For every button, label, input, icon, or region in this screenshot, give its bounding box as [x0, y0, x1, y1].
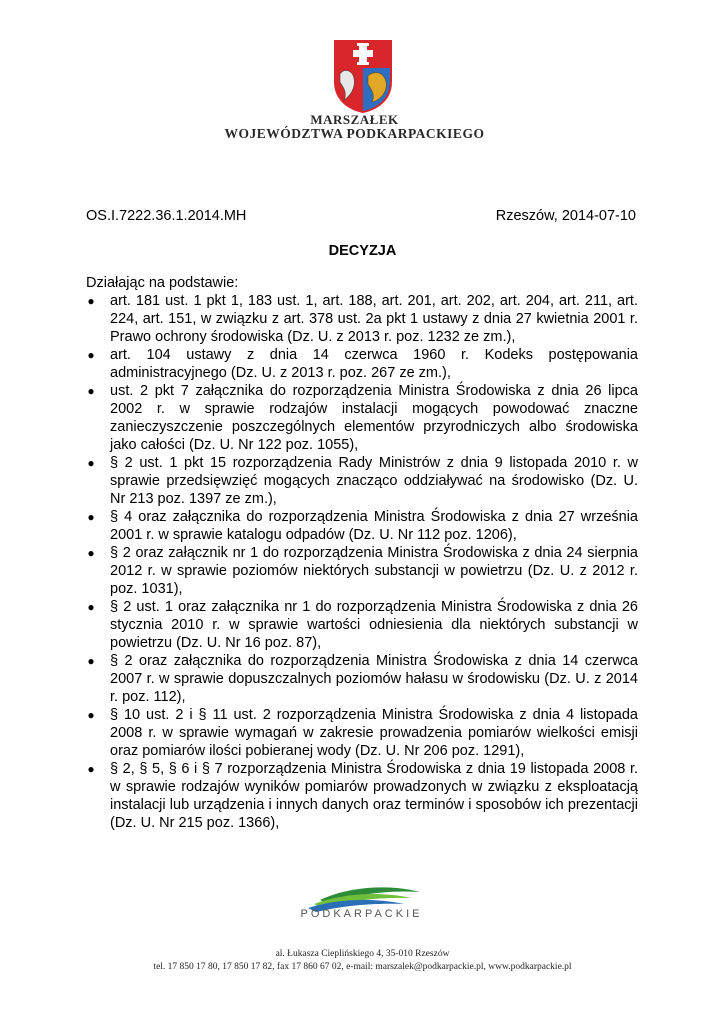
list-item: ● § 2, § 5, § 6 i § 7 rozporządzenia Ministra Środowiska z dnia 19 listopada 2008 r. w sprawie rodzajów wyników pomiarów prowadzonych w związku z eksploatacją instalacji lub urządzenia i innych danych oraz terminów i sposobów ich prezentacji (Dz. U. Nr 215 poz. 1366), — [87, 761, 638, 831]
list-item: ● § 2 ust. 1 oraz załącznika nr 1 do rozporządzenia Ministra Środowiska z dnia 26 stycznia 2010 r. w sprawie wartości odniesienia dla niektórych substancji w powietrzu (Dz. U. Nr 16 poz. 87), — [87, 599, 638, 651]
list-item: ● art. 181 ust. 1 pkt 1, 183 ust. 1, art. 188, art. 201, art. 202, art. 204, art. 211, art. 224, art. 151, w związku z art. 378 ust. 2a pkt 1 ustawy z dnia 27 kwietnia 2001 r. Prawo ochrony środowiska (Dz. U. z 2013 r. poz. 1232 ze zm.), — [87, 293, 638, 345]
bullet-icon: ● — [87, 762, 95, 776]
coat-of-arms-icon — [332, 38, 394, 114]
reference-number: OS.I.7222.36.1.2014.MH — [86, 208, 247, 224]
list-item: ● art. 104 ustawy z dnia 14 czerwca 1960 r. Kodeks postępowania administracyjnego (Dz. U. z 2013 r. poz. 267 ze zm.), — [87, 347, 638, 381]
bullet-icon: ● — [87, 348, 95, 362]
list-item: ● § 2 oraz załącznik nr 1 do rozporządzenia Ministra Środowiska z dnia 24 sierpnia 2012 r. w sprawie poziomów niektórych substancji w powietrzu (Dz. U. z 2012 r. poz. 1031), — [87, 545, 638, 597]
bullet-icon: ● — [87, 546, 95, 560]
list-item: ● ust. 2 pkt 7 załącznika do rozporządzenia Ministra Środowiska z dnia 26 lipca 2002 r. w sprawie rodzajów instalacji mogących powodować znaczne zanieczyszczenie poszczególnych elementów przyrodniczych albo środowiska jako całości (Dz. U. Nr 122 poz. 1055), — [87, 383, 638, 453]
footer-contact: tel. 17 850 17 80, 17 850 17 82, fax 17 860 67 02, e-mail: marszalek@podkarpackie.pl, www.podkarpackie.pl — [153, 962, 572, 972]
place-date: Rzeszów, 2014-07-10 — [495, 208, 636, 224]
bullet-icon: ● — [87, 654, 95, 668]
list-item: ● § 4 oraz załącznika do rozporządzenia Ministra Środowiska z dnia 27 września 2001 r. w sprawie katalogu odpadów (Dz. U. Nr 112 poz. 1206), — [87, 509, 638, 543]
intro-text: Działając na podstawie: — [86, 275, 239, 291]
header-title-line2: WOJEWÓDZTWA PODKARPACKIEGO — [224, 126, 485, 141]
legal-basis-list — [86, 292, 638, 832]
list-item: ● § 2 oraz załącznika do rozporządzenia Ministra Środowiska z dnia 14 czerwca 2007 r. w sprawie dopuszczalnych poziomów hałasu w środowisku (Dz. U. z 2014 r. poz. 112), — [87, 653, 638, 705]
bullet-icon: ● — [87, 456, 95, 470]
document-title: DECYZJA — [328, 243, 397, 259]
bullet-icon: ● — [87, 384, 95, 398]
footer-brand: PODKARPACKIE — [300, 908, 423, 920]
bullet-icon: ● — [87, 708, 95, 722]
podkarpackie-logo-icon — [280, 882, 442, 930]
bullet-icon: ● — [87, 510, 95, 524]
header-title-line1: MARSZAŁEK — [310, 112, 399, 127]
bullet-icon: ● — [87, 600, 95, 614]
list-item: ● § 10 ust. 2 i § 11 ust. 2 rozporządzenia Ministra Środowiska z dnia 4 listopada 2008 r. w sprawie wymagań w zakresie prowadzenia pomiarów wielkości emisji oraz pomiarów ilości pobieranej wody (Dz. U. Nr 206 poz. 1291), — [87, 707, 638, 759]
bullet-icon: ● — [87, 294, 95, 308]
footer-address: al. Łukasza Cieplińskiego 4, 35-010 Rzeszów — [275, 949, 450, 959]
list-item: ● § 2 ust. 1 pkt 15 rozporządzenia Rady Ministrów z dnia 9 listopada 2010 r. w sprawie przedsięwzięć mogących znacząco oddziaływać na środowisko (Dz. U. Nr 213 poz. 1397 ze zm.), — [87, 455, 638, 507]
